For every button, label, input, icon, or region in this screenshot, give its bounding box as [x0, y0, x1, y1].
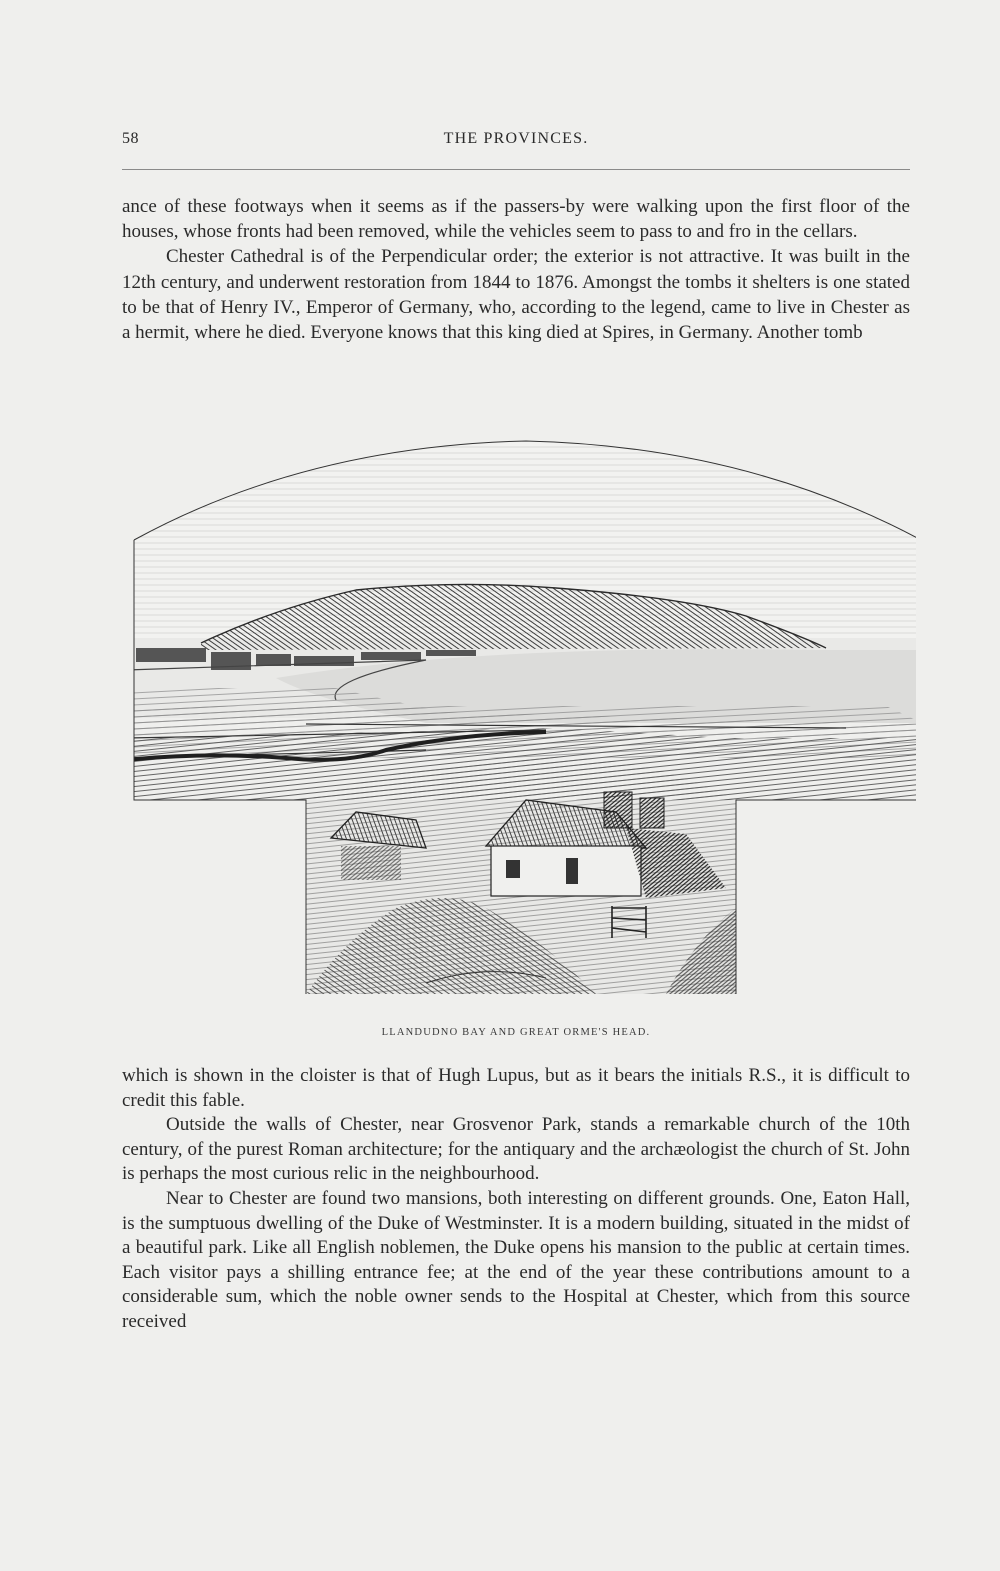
paragraph: ance of these footways when it seems as if the passers-by were walking upon the first floor of the houses, whose fronts had been removed, while the vehicles seem to pass to and fro in the cellars. — [122, 196, 910, 243]
engraving-illustration — [126, 438, 916, 1020]
page-header — [122, 130, 910, 156]
landscape-engraving — [126, 438, 916, 1020]
paragraph: Chester Cathedral is of the Perpendicular order; the exterior is not attractive. It was built in the 12th century, and underwent restoration from 1844 to 1876. Amongst the tombs it shelters is one stated to be that of Henry IV., Emperor of Germany, who, according to the legend, came to live in Chester as a hermit, where he died. Everyone knows that this king died at Spires, in Germany. Another tomb — [122, 246, 910, 344]
body-text-bottom — [122, 1064, 910, 1335]
paragraph: Near to Chester are found two mansions, both interesting on different grounds. One, Eaton Hall, is the sumptuous dwelling of the Duke of Westminster. It is a modern building, situated in the midst of a beautiful park. Like all English noblemen, the Duke opens his mansion to the public at certain times. Each visitor pays a shilling entrance fee; at the end of the year these contributions amount to a considerable sum, which the noble owner sends to the Hospital at Chester, which from this source received — [122, 1187, 910, 1332]
running-title: THE PROVINCES. — [443, 130, 589, 147]
paragraph: which is shown in the cloister is that of Hugh Lupus, but as it bears the initials R.S., it is difficult to credit this fable. — [122, 1065, 910, 1111]
body-text-top — [122, 194, 910, 345]
page-number: 58 — [122, 130, 139, 147]
figure-caption: LLANDUDNO BAY AND GREAT ORME'S HEAD. — [381, 1027, 651, 1038]
paragraph: Outside the walls of Chester, near Grosvenor Park, stands a remarkable church of the 10th century, of the purest Roman architecture; for the antiquary and the archæologist the church of St. John is perhaps the most curious relic in the neighbourhood. — [122, 1114, 910, 1185]
header-rule — [122, 169, 910, 170]
